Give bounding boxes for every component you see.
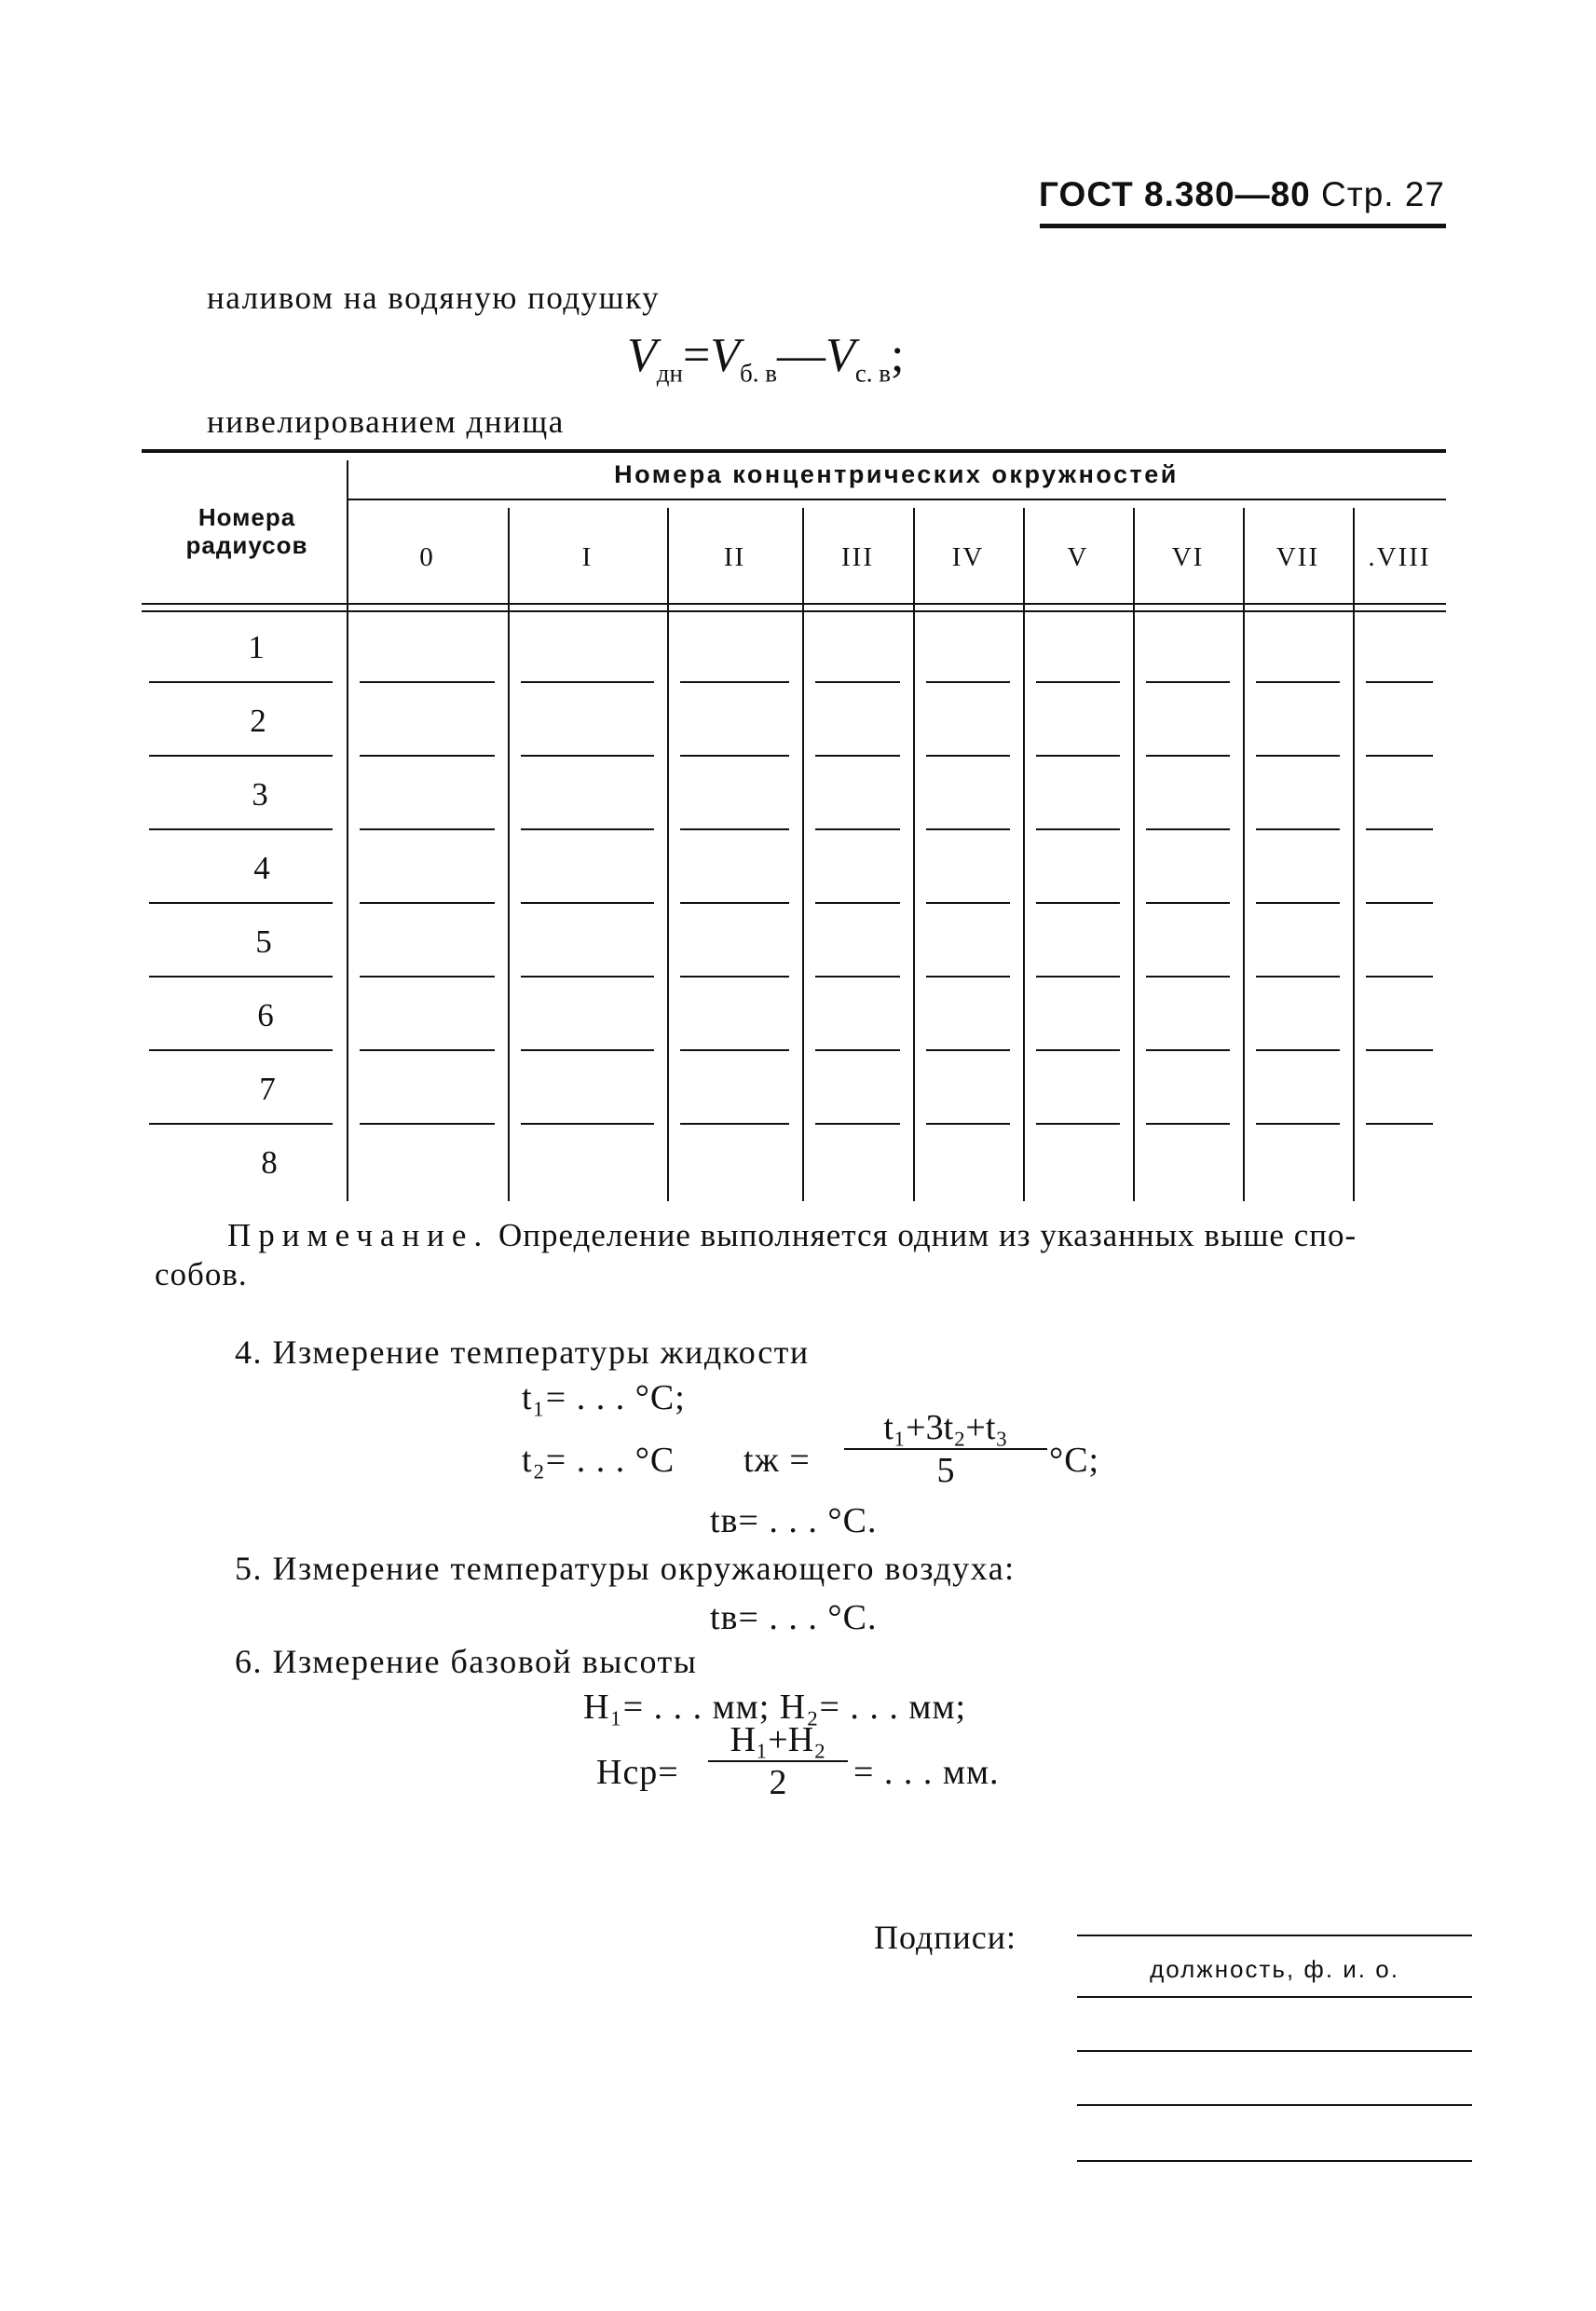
column-header: III <box>841 542 874 572</box>
table-cell[interactable] <box>521 755 654 757</box>
table-cell[interactable] <box>360 902 495 904</box>
table-cell[interactable] <box>680 828 789 830</box>
table-cell[interactable] <box>1146 681 1230 683</box>
table-cell[interactable] <box>926 828 1010 830</box>
table-cell[interactable] <box>1146 902 1230 904</box>
formula-end: ; <box>891 329 905 382</box>
table-vline-col <box>1023 508 1025 1201</box>
table-cell[interactable] <box>815 1049 900 1051</box>
row-number: 6 <box>257 997 274 1033</box>
table-cell[interactable] <box>521 902 654 904</box>
formula-v2: V <box>825 329 855 382</box>
formula-hcp-lhs: Hср= <box>596 1753 679 1792</box>
formula-h: H₁= . . . мм; H₂= . . . мм; <box>583 1688 967 1727</box>
table-cell[interactable] <box>815 755 900 757</box>
table-cell[interactable] <box>815 681 900 683</box>
table-cell[interactable] <box>360 755 495 757</box>
table-cell[interactable] <box>815 828 900 830</box>
section-4-title: 4. Измерение температуры жидкости <box>235 1333 810 1371</box>
table-cell[interactable] <box>360 1049 495 1051</box>
table-top-rule <box>142 449 1446 453</box>
table-cell[interactable] <box>926 976 1010 978</box>
table-cell[interactable] <box>1366 681 1433 683</box>
tzh-fraction <box>844 1407 1047 1491</box>
table-row-rule <box>149 681 333 683</box>
table-cell[interactable] <box>1146 1123 1230 1125</box>
row-number: 1 <box>248 629 265 665</box>
row-number: 2 <box>250 703 266 739</box>
table-cell[interactable] <box>1256 976 1340 978</box>
table-cell[interactable] <box>360 1123 495 1125</box>
table-cell[interactable] <box>1366 902 1433 904</box>
row-header: Номера радиусов <box>185 503 308 559</box>
column-header: VI <box>1171 542 1205 572</box>
row-number: 4 <box>253 850 270 886</box>
table-cell[interactable] <box>1036 1049 1120 1051</box>
formula-lhs-sub: дн <box>656 359 683 388</box>
formula-minus: — <box>777 329 826 382</box>
table-cell[interactable] <box>1256 755 1340 757</box>
table-vline-col <box>508 508 510 1201</box>
table-cell[interactable] <box>360 828 495 830</box>
header-rule <box>1040 224 1446 228</box>
table-row-rule <box>149 976 333 978</box>
table-vline-col <box>913 508 915 1201</box>
formula-tv-air: tв= . . . °C. <box>710 1598 878 1637</box>
signature-line-3[interactable] <box>1077 2050 1472 2052</box>
page-number: Стр. 27 <box>1321 175 1445 213</box>
table-row-rule <box>149 755 333 757</box>
tzh-numerator: t₁+3t₂+t₃ <box>883 1408 1008 1447</box>
formula-v2-sub: с. в <box>854 359 892 388</box>
table-cell[interactable] <box>926 1123 1010 1125</box>
formula-v1-sub: б. в <box>740 359 778 388</box>
table-cell[interactable] <box>926 755 1010 757</box>
table-cell[interactable] <box>680 681 789 683</box>
standard-number: ГОСТ 8.380—80 <box>1039 175 1311 213</box>
table-subheader-rule <box>347 499 1446 500</box>
formula-t2: t₂= . . . °C <box>522 1441 675 1480</box>
column-header: 0 <box>419 542 435 572</box>
row-number: 5 <box>255 923 272 960</box>
tzh-denominator: 5 <box>936 1451 955 1490</box>
table-cell[interactable] <box>521 681 654 683</box>
formula-tv: tв= . . . °C. <box>710 1501 878 1540</box>
table-cell[interactable] <box>680 755 789 757</box>
table-cell[interactable] <box>926 902 1010 904</box>
table-cell[interactable] <box>1366 755 1433 757</box>
table-vline-col <box>667 508 669 1201</box>
document-header <box>1039 175 1445 214</box>
formula-lhs: V <box>627 329 657 382</box>
table-cell[interactable] <box>680 1049 789 1051</box>
column-header: II <box>723 542 746 572</box>
table-cell[interactable] <box>1036 828 1120 830</box>
signature-line-4[interactable] <box>1077 2104 1472 2106</box>
column-header: V <box>1067 542 1089 572</box>
table-cell[interactable] <box>1366 976 1433 978</box>
table-cell[interactable] <box>521 976 654 978</box>
note-text: Определение выполняется одним из указанных выше спо- <box>498 1217 1357 1253</box>
table-cell[interactable] <box>1256 1123 1340 1125</box>
table-cell[interactable] <box>360 681 495 683</box>
table-cell[interactable] <box>1366 1049 1433 1051</box>
formula-tzh-lhs: tж = <box>743 1441 811 1480</box>
hcp-denominator: 2 <box>769 1763 787 1802</box>
note-label: Примечание. <box>227 1217 490 1253</box>
table-cell[interactable] <box>680 1123 789 1125</box>
section-6-title: 6. Измерение базовой высоты <box>235 1643 698 1680</box>
column-header: IV <box>951 542 985 572</box>
table-cell[interactable] <box>926 681 1010 683</box>
row-number: 7 <box>259 1071 276 1107</box>
note-continuation: собов. <box>155 1256 248 1292</box>
signature-caption: должность, ф. и. о. <box>1150 1955 1399 1983</box>
signature-line-5[interactable] <box>1077 2160 1472 2162</box>
table-cell[interactable] <box>1146 828 1230 830</box>
column-header: .VIII <box>1368 542 1431 572</box>
table-cell[interactable] <box>1036 755 1120 757</box>
note-paragraph <box>155 1216 1457 1294</box>
signature-line-1[interactable] <box>1077 1935 1472 1936</box>
hcp-fraction <box>708 1719 848 1803</box>
hcp-tail: = . . . мм. <box>853 1753 1000 1792</box>
row-number: 3 <box>252 776 268 813</box>
table-cell[interactable] <box>815 976 900 978</box>
table-vline-col <box>1243 508 1245 1201</box>
table-header-rule-1 <box>142 603 1446 605</box>
table-cell[interactable] <box>1366 1123 1433 1125</box>
table-row-rule <box>149 902 333 904</box>
intro-line-2: нивелированием днища <box>207 403 565 440</box>
section-5-title: 5. Измерение температуры окружающего воздуха: <box>235 1550 1016 1587</box>
table-cell[interactable] <box>1036 902 1120 904</box>
formula-t1: t₁= . . . °C; <box>522 1378 686 1417</box>
table-cell[interactable] <box>1256 1049 1340 1051</box>
table-vline-col <box>802 508 804 1201</box>
signature-line-2[interactable] <box>1077 1996 1472 1998</box>
column-header: VII <box>1275 542 1320 572</box>
table-cell[interactable] <box>1366 828 1433 830</box>
table-vline-col <box>1353 508 1355 1201</box>
table-cell[interactable] <box>1036 976 1120 978</box>
table-cell[interactable] <box>815 902 900 904</box>
signatures-label: Подписи: <box>874 1919 1017 1956</box>
tzh-unit: °C; <box>1049 1441 1100 1480</box>
table-row-rule <box>149 1049 333 1051</box>
table-row-rule <box>149 1123 333 1125</box>
table-caption: Номера концентрических окружностей <box>614 460 1179 488</box>
table-row-rule <box>149 828 333 830</box>
table-cell[interactable] <box>1256 902 1340 904</box>
table-cell[interactable] <box>1146 755 1230 757</box>
formula-eq: = <box>682 329 711 382</box>
volume-formula <box>627 328 905 388</box>
table-cell[interactable] <box>1036 1123 1120 1125</box>
table-header-rule-2 <box>142 610 1446 612</box>
hcp-numerator: H₁+H₂ <box>730 1720 826 1759</box>
table-cell[interactable] <box>1146 1049 1230 1051</box>
table-cell[interactable] <box>1256 681 1340 683</box>
table-cell[interactable] <box>521 828 654 830</box>
table-cell[interactable] <box>815 1123 900 1125</box>
table-vline-col <box>1133 508 1135 1201</box>
table-cell[interactable] <box>1036 681 1120 683</box>
table-cell[interactable] <box>360 976 495 978</box>
table-cell[interactable] <box>680 902 789 904</box>
table-cell[interactable] <box>1256 828 1340 830</box>
table-cell[interactable] <box>926 1049 1010 1051</box>
table-cell[interactable] <box>521 1123 654 1125</box>
row-number: 8 <box>261 1144 278 1181</box>
table-cell[interactable] <box>1146 976 1230 978</box>
formula-v1: V <box>710 329 741 382</box>
column-header: I <box>581 542 593 572</box>
table-cell[interactable] <box>680 976 789 978</box>
table-cell[interactable] <box>521 1049 654 1051</box>
intro-line-1: наливом на водяную подушку <box>207 280 661 316</box>
